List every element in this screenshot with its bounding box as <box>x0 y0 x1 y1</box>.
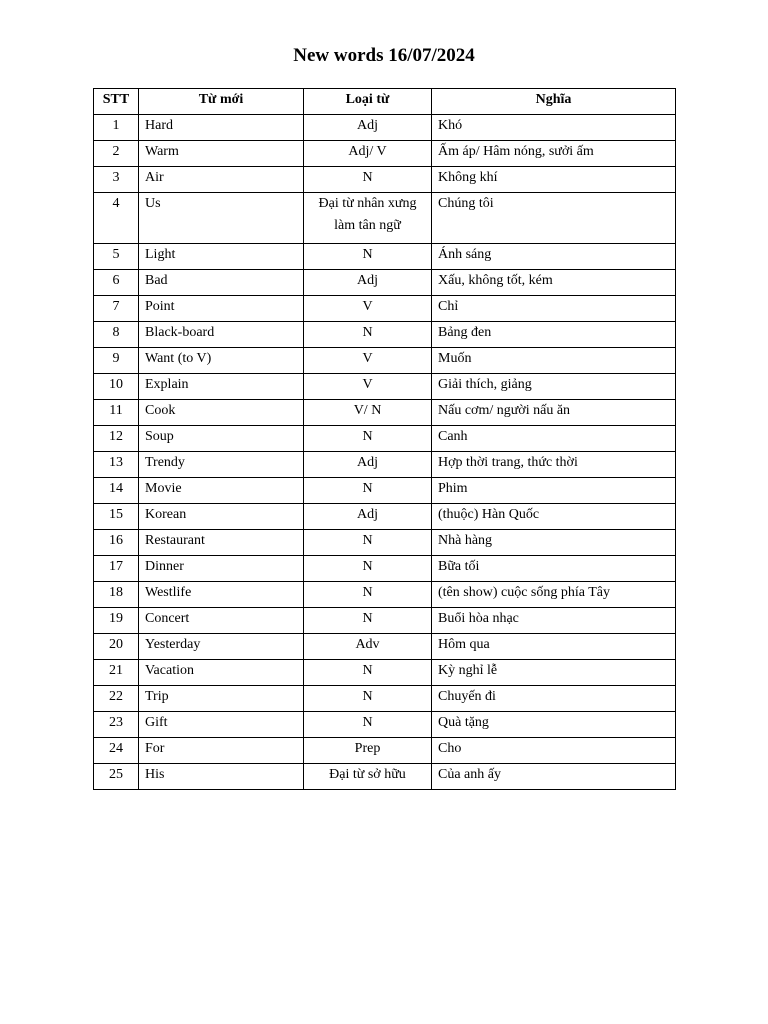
cell-word-type: Adj/ V <box>304 141 432 167</box>
cell-new-word: Black-board <box>139 322 304 348</box>
header-stt: STT <box>94 89 139 115</box>
cell-word-type: Adj <box>304 270 432 296</box>
cell-new-word: For <box>139 738 304 764</box>
cell-word-type: V/ N <box>304 400 432 426</box>
cell-meaning: Quà tặng <box>432 712 676 738</box>
cell-meaning: Của anh ấy <box>432 764 676 790</box>
cell-new-word: Us <box>139 193 304 244</box>
cell-stt: 12 <box>94 426 139 452</box>
cell-word-type: N <box>304 686 432 712</box>
cell-word-type: Adj <box>304 504 432 530</box>
cell-meaning: Muốn <box>432 348 676 374</box>
cell-meaning: Chuyến đi <box>432 686 676 712</box>
cell-meaning: Nấu cơm/ người nấu ăn <box>432 400 676 426</box>
header-meaning: Nghĩa <box>432 89 676 115</box>
cell-meaning: Phim <box>432 478 676 504</box>
cell-stt: 9 <box>94 348 139 374</box>
cell-stt: 19 <box>94 608 139 634</box>
header-word-type: Loại từ <box>304 89 432 115</box>
table-row <box>94 478 676 504</box>
cell-stt: 8 <box>94 322 139 348</box>
cell-meaning: Xấu, không tốt, kém <box>432 270 676 296</box>
table-row <box>94 400 676 426</box>
table-row <box>94 712 676 738</box>
cell-meaning: Ánh sáng <box>432 244 676 270</box>
cell-stt: 16 <box>94 530 139 556</box>
cell-meaning: Kỳ nghỉ lễ <box>432 660 676 686</box>
cell-meaning: (thuộc) Hàn Quốc <box>432 504 676 530</box>
cell-word-type: V <box>304 296 432 322</box>
cell-word-type: N <box>304 167 432 193</box>
cell-new-word: Yesterday <box>139 634 304 660</box>
cell-word-type: Đại từ sở hữu <box>304 764 432 790</box>
cell-word-type: V <box>304 374 432 400</box>
cell-new-word: Korean <box>139 504 304 530</box>
table-row <box>94 244 676 270</box>
cell-new-word: Dinner <box>139 556 304 582</box>
table-body <box>94 115 676 790</box>
cell-new-word: Westlife <box>139 582 304 608</box>
table-row <box>94 504 676 530</box>
table-row <box>94 634 676 660</box>
cell-stt: 2 <box>94 141 139 167</box>
table-row <box>94 556 676 582</box>
cell-stt: 11 <box>94 400 139 426</box>
cell-stt: 20 <box>94 634 139 660</box>
cell-stt: 14 <box>94 478 139 504</box>
table-row <box>94 660 676 686</box>
cell-new-word: Warm <box>139 141 304 167</box>
cell-meaning: Bảng đen <box>432 322 676 348</box>
vocabulary-table <box>93 88 676 790</box>
cell-meaning: Hôm qua <box>432 634 676 660</box>
cell-stt: 21 <box>94 660 139 686</box>
table-row <box>94 374 676 400</box>
cell-new-word: Trendy <box>139 452 304 478</box>
table-row <box>94 608 676 634</box>
cell-word-type: Adj <box>304 115 432 141</box>
table-row <box>94 582 676 608</box>
cell-word-type: Prep <box>304 738 432 764</box>
cell-new-word: Restaurant <box>139 530 304 556</box>
table-row <box>94 530 676 556</box>
cell-new-word: Explain <box>139 374 304 400</box>
cell-meaning: Hợp thời trang, thức thời <box>432 452 676 478</box>
cell-word-type: N <box>304 582 432 608</box>
cell-meaning: (tên show) cuộc sống phía Tây <box>432 582 676 608</box>
cell-meaning: Nhà hàng <box>432 530 676 556</box>
cell-meaning: Canh <box>432 426 676 452</box>
cell-word-type: N <box>304 426 432 452</box>
cell-meaning: Ấm áp/ Hâm nóng, sưởi ấm <box>432 141 676 167</box>
cell-word-type: N <box>304 244 432 270</box>
cell-word-type: N <box>304 712 432 738</box>
cell-stt: 25 <box>94 764 139 790</box>
cell-meaning: Chúng tôi <box>432 193 676 244</box>
cell-meaning: Buổi hòa nhạc <box>432 608 676 634</box>
table-header-row <box>94 89 676 115</box>
cell-new-word: Cook <box>139 400 304 426</box>
cell-word-type: N <box>304 556 432 582</box>
cell-stt: 1 <box>94 115 139 141</box>
cell-new-word: Concert <box>139 608 304 634</box>
cell-stt: 4 <box>94 193 139 244</box>
table-row <box>94 115 676 141</box>
cell-new-word: Soup <box>139 426 304 452</box>
table-row <box>94 686 676 712</box>
table-row <box>94 452 676 478</box>
cell-new-word: Trip <box>139 686 304 712</box>
cell-meaning: Chỉ <box>432 296 676 322</box>
cell-word-type: N <box>304 530 432 556</box>
cell-stt: 18 <box>94 582 139 608</box>
cell-new-word: Movie <box>139 478 304 504</box>
header-new-word: Từ mới <box>139 89 304 115</box>
cell-stt: 3 <box>94 167 139 193</box>
cell-word-type: Adj <box>304 452 432 478</box>
cell-new-word: Point <box>139 296 304 322</box>
table-row <box>94 270 676 296</box>
cell-stt: 6 <box>94 270 139 296</box>
cell-stt: 10 <box>94 374 139 400</box>
cell-word-type: N <box>304 478 432 504</box>
cell-meaning: Khó <box>432 115 676 141</box>
table-row <box>94 348 676 374</box>
cell-stt: 23 <box>94 712 139 738</box>
cell-stt: 5 <box>94 244 139 270</box>
table-row <box>94 426 676 452</box>
table-row <box>94 764 676 790</box>
cell-meaning: Giải thích, giảng <box>432 374 676 400</box>
cell-meaning: Bữa tối <box>432 556 676 582</box>
cell-word-type: N <box>304 660 432 686</box>
cell-new-word: Air <box>139 167 304 193</box>
cell-stt: 7 <box>94 296 139 322</box>
table-row <box>94 141 676 167</box>
page-title: New words 16/07/2024 <box>293 45 475 66</box>
table-row <box>94 193 676 244</box>
cell-new-word: His <box>139 764 304 790</box>
cell-new-word: Vacation <box>139 660 304 686</box>
cell-new-word: Want (to V) <box>139 348 304 374</box>
cell-stt: 13 <box>94 452 139 478</box>
cell-stt: 22 <box>94 686 139 712</box>
cell-stt: 17 <box>94 556 139 582</box>
cell-meaning: Không khí <box>432 167 676 193</box>
table-row <box>94 296 676 322</box>
table-row <box>94 167 676 193</box>
cell-stt: 15 <box>94 504 139 530</box>
table-row <box>94 738 676 764</box>
cell-word-type: N <box>304 608 432 634</box>
cell-new-word: Hard <box>139 115 304 141</box>
cell-new-word: Light <box>139 244 304 270</box>
cell-word-type: N <box>304 322 432 348</box>
cell-meaning: Cho <box>432 738 676 764</box>
cell-new-word: Gift <box>139 712 304 738</box>
cell-stt: 24 <box>94 738 139 764</box>
cell-word-type: Đại từ nhân xưng làm tân ngữ <box>304 193 432 244</box>
table-row <box>94 322 676 348</box>
cell-new-word: Bad <box>139 270 304 296</box>
cell-word-type: V <box>304 348 432 374</box>
cell-word-type: Adv <box>304 634 432 660</box>
